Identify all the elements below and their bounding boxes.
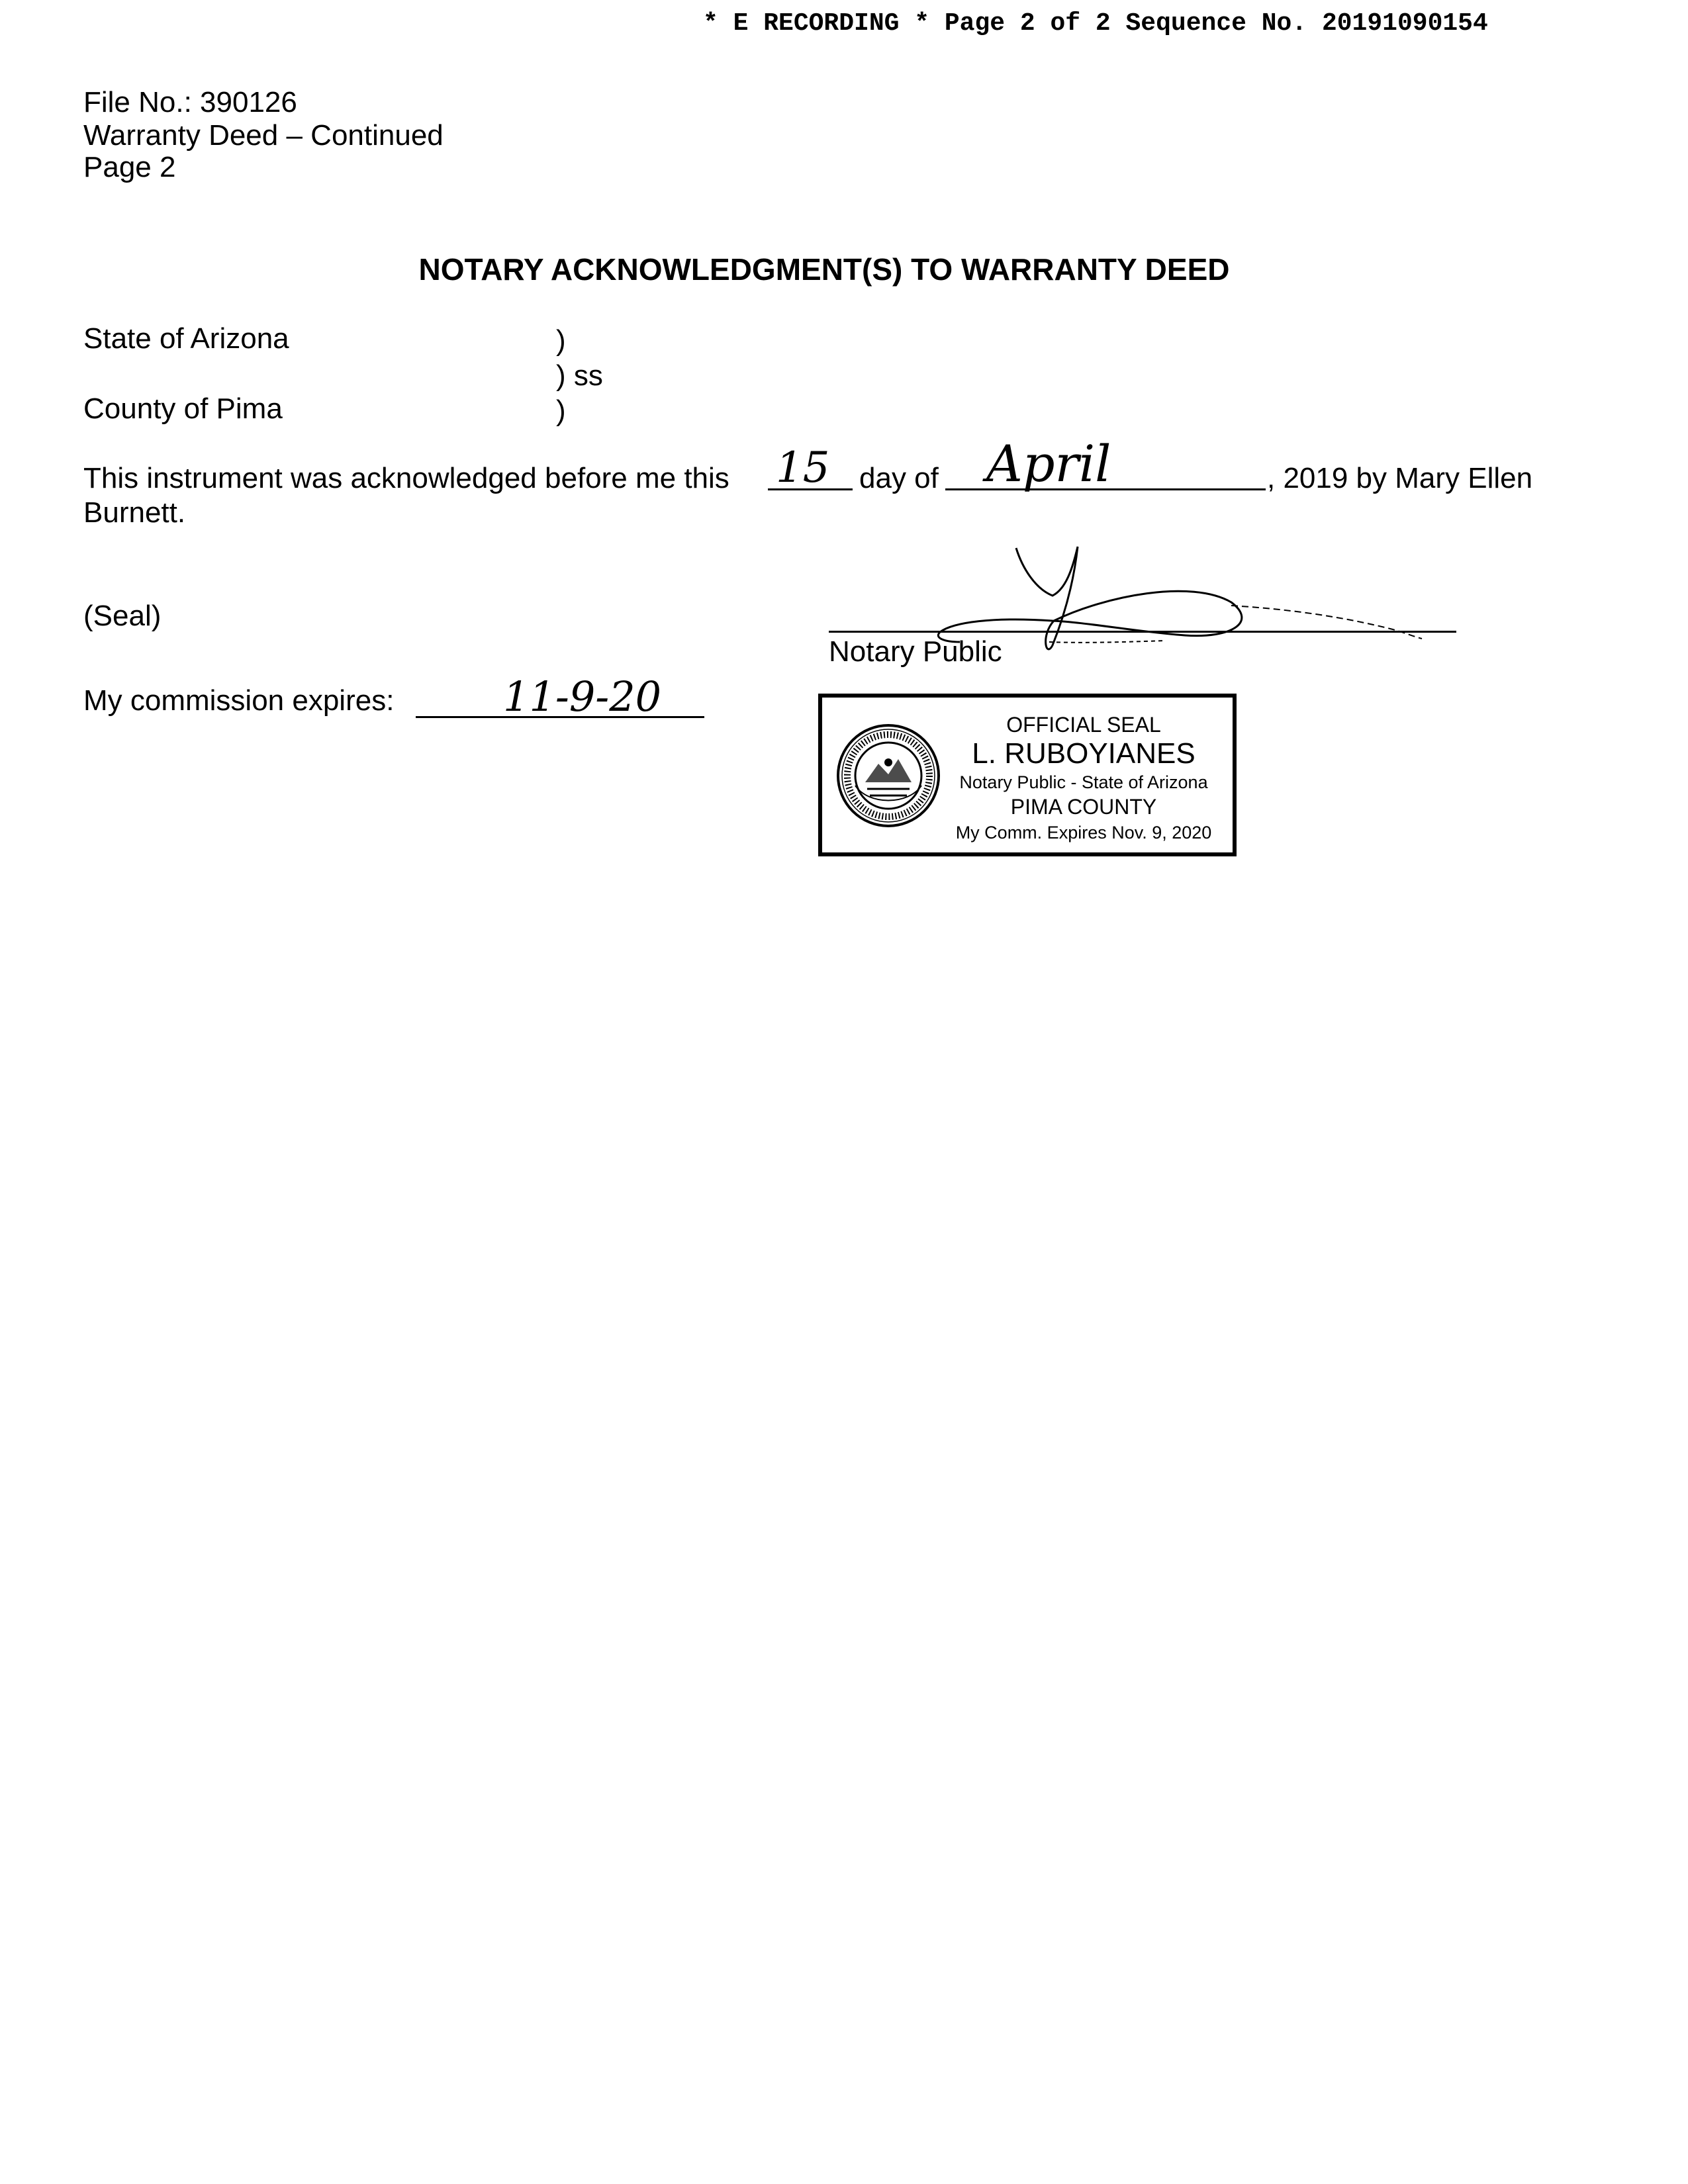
official-notary-seal: [818, 694, 1237, 856]
venue-paren-top: ): [556, 324, 566, 357]
venue-paren-bottom: ): [556, 394, 566, 427]
commission-label: My commission expires:: [83, 684, 395, 717]
ack-continuation: Burnett.: [83, 496, 186, 529]
document-title: NOTARY ACKNOWLEDGMENT(S) TO WARRANTY DEED: [418, 252, 1230, 287]
seal-county: PIMA COUNTY: [1010, 795, 1157, 819]
handwritten-month: April: [986, 434, 1111, 493]
page-label: Page 2: [83, 151, 176, 183]
seal-heading: OFFICIAL SEAL: [1006, 713, 1161, 737]
recording-header: * E RECORDING * Page 2 of 2 Sequence No. 20191090154: [703, 9, 1488, 38]
file-number: File No.: 390126: [83, 86, 297, 118]
ack-suffix: , 2019 by Mary Ellen: [1267, 462, 1533, 494]
venue-paren-ss: ) ss: [556, 359, 603, 392]
seal-notary-title: Notary Public - State of Arizona: [959, 772, 1208, 792]
venue-state: State of Arizona: [83, 322, 289, 355]
notary-public-label: Notary Public: [829, 635, 1002, 668]
seal-label: (Seal): [83, 600, 162, 632]
venue-county: County of Pima: [83, 392, 283, 425]
ack-day-of: day of: [859, 462, 939, 494]
ack-prefix: This instrument was acknowledged before me this: [83, 462, 729, 494]
handwritten-day: 15: [776, 443, 830, 492]
seal-expiration: My Comm. Expires Nov. 9, 2020: [955, 823, 1212, 842]
handwritten-commission-date: 11-9-20: [503, 672, 662, 721]
seal-notary-name: L. RUBOYIANES: [972, 737, 1196, 770]
arizona-state-seal-icon: [835, 723, 941, 829]
document-name: Warranty Deed – Continued: [83, 119, 444, 152]
